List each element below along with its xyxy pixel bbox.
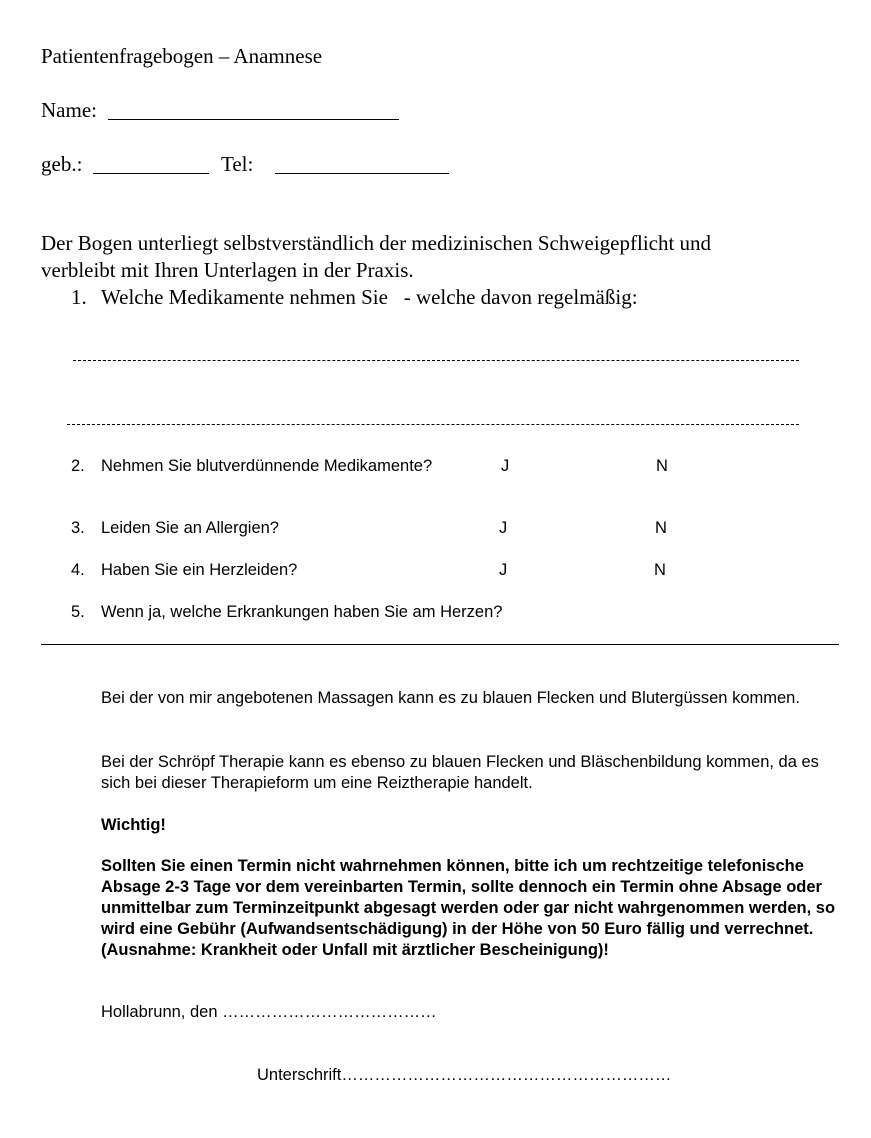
question-1-number: 1. [71, 285, 87, 309]
question-4-no-option[interactable]: N [654, 561, 666, 579]
intro-line-1: Der Bogen unterliegt selbstverständlich der medizinischen Schweigepflicht und [41, 231, 712, 255]
cancellation-policy: Sollten Sie einen Termin nicht wahrnehmen können, bitte ich um rechtzeitige telefonische Absage 2-3 Tage vor dem vereinbarten Termin, sollte dennoch ein Termin ohne Absage oder unmittelbar zum Terminzeitpunkt abgesagt werden oder gar nicht wahrgenommen werden, so wird eine Gebühr (Aufwandsentschädigung) in der Höhe von 50 Euro fällig und verrechnet. (Ausnahme: Krankheit oder Unfall mit ärztlicher Bescheinigung)! [101, 857, 836, 959]
tel-label: Tel: [221, 152, 254, 176]
intro-line-2: verbleibt mit Ihren Unterlagen in der Praxis. [41, 258, 414, 282]
birth-date-label: geb.: [41, 152, 83, 176]
answer-line-1[interactable] [73, 360, 799, 361]
massage-notice: Bei der von mir angebotenen Massagen kann es zu blauen Flecken und Blutergüssen kommen. [101, 689, 800, 707]
question-3-no-option[interactable]: N [655, 519, 667, 537]
answer-line-2[interactable] [67, 424, 799, 425]
question-3-number: 3. [71, 519, 85, 537]
question-5-text: Wenn ja, welche Erkrankungen haben Sie am Herzen? [101, 603, 503, 621]
question-1-text: Welche Medikamente nehmen Sie - welche davon regelmäßig: [101, 285, 638, 309]
question-2-number: 2. [71, 457, 85, 475]
tel-field-line[interactable] [275, 173, 449, 174]
question-2-yes-option[interactable]: J [501, 457, 510, 475]
question-2-text: Nehmen Sie blutverdünnende Medikamente? [101, 457, 433, 475]
question-4-text: Haben Sie ein Herzleiden? [101, 561, 298, 579]
page-title: Patientenfragebogen – Anamnese [41, 44, 323, 68]
place-date-field[interactable]: Hollabrunn, den ………………………………… [101, 1003, 437, 1021]
section-divider [41, 644, 839, 645]
question-3-text: Leiden Sie an Allergien? [101, 519, 279, 537]
birth-date-field-line[interactable] [93, 173, 209, 174]
cupping-notice: Bei der Schröpf Therapie kann es ebenso zu blauen Flecken und Bläschenbildung kommen, da es sich bei dieser Therapieform um eine Reiztherapie handelt. [101, 753, 819, 792]
question-4-yes-option[interactable]: J [499, 561, 508, 579]
question-5-number: 5. [71, 603, 85, 621]
question-3-yes-option[interactable]: J [499, 519, 508, 537]
question-2-no-option[interactable]: N [656, 457, 668, 475]
important-heading: Wichtig! [101, 816, 166, 834]
question-4-number: 4. [71, 561, 85, 579]
name-field-line[interactable] [108, 119, 399, 120]
name-label: Name: [41, 98, 97, 122]
signature-field[interactable]: Unterschrift…………………………………………………… [257, 1066, 672, 1084]
